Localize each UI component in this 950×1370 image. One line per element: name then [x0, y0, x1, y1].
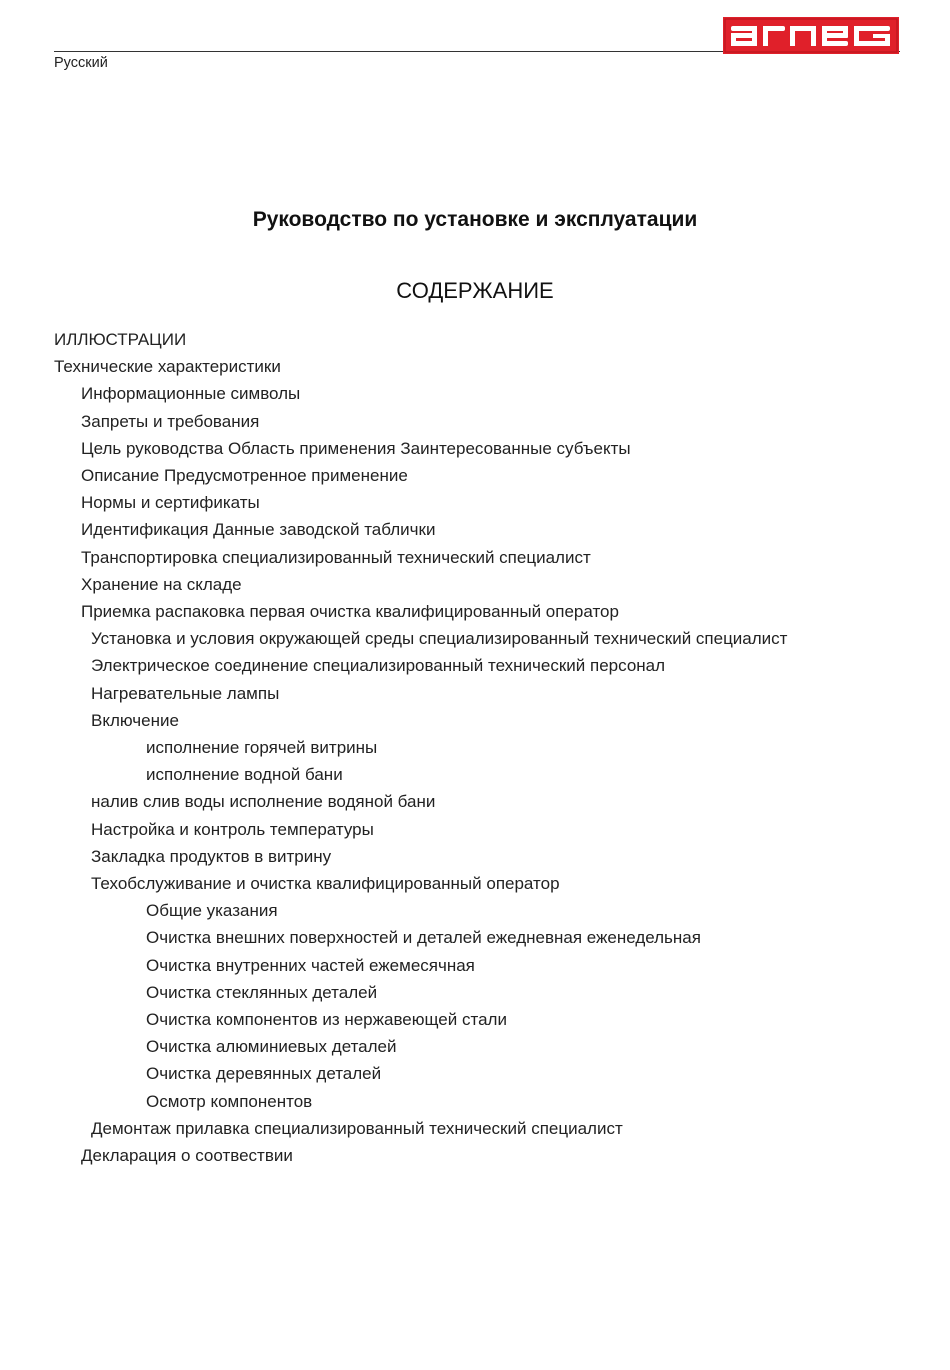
toc-item: Очистка внешних поверхностей и деталей ежедневная еженедельная — [146, 928, 701, 948]
toc-item: Очистка алюминиевых деталей — [146, 1037, 397, 1057]
toc-item: Нормы и сертификаты — [81, 493, 260, 513]
document-title: Руководство по установке и эксплуатации — [252, 208, 698, 231]
toc-item: исполнение горячей витрины — [146, 738, 378, 757]
language-label: Русский — [54, 55, 108, 71]
toc-item: Приемка распаковка первая очистка квалифицированный оператор — [81, 602, 619, 621]
toc-item: Общие указания — [146, 901, 278, 921]
toc-item: Включение — [91, 710, 179, 730]
toc-item: Нагревательные лампы — [91, 683, 280, 703]
toc-item: исполнение водной бани — [146, 765, 343, 785]
toc-item: Запреты и требования — [81, 411, 260, 431]
toc-item: Техобслуживание и очистка квалифицированный оператор — [91, 874, 560, 893]
arneg-logo — [723, 17, 899, 54]
toc-item: Очистка деревянных деталей — [146, 1064, 382, 1084]
toc-item: Хранение на складе — [81, 574, 242, 594]
toc-item: Установка и условия окружающей среды специализированный технический специалист — [91, 629, 788, 649]
toc-item: Информационные символы — [81, 384, 301, 404]
toc-item: Настройка и контроль температуры — [91, 819, 374, 839]
toc-item: Идентификация Данные заводской таблички — [81, 520, 436, 540]
toc-item: Демонтаж прилавка специализированный технический специалист — [91, 1118, 623, 1138]
toc-item: Очистка стеклянных деталей — [146, 982, 378, 1002]
toc-item: Цель руководства Область применения Заинтересованные субъекты — [81, 438, 631, 458]
toc-item: Декларация о соотвествии — [81, 1146, 293, 1165]
toc-item: Очистка компонентов из нержавеющей стали — [146, 1010, 507, 1029]
toc-heading: СОДЕРЖАНИЕ — [396, 278, 554, 303]
toc-item: налив слив воды исполнение водяной бани — [91, 792, 436, 812]
toc-item: ИЛЛЮСТРАЦИИ — [54, 330, 187, 349]
toc-item: Очистка внутренних частей ежемесячная — [146, 955, 475, 975]
toc-item: Технические характеристики — [54, 357, 281, 377]
toc-item: Закладка продуктов в витрину — [91, 846, 332, 866]
toc-item: Осмотр компонентов — [146, 1091, 313, 1111]
toc-item: Описание Предусмотренное применение — [81, 466, 408, 485]
toc-item: Транспортировка специализированный технический специалист — [81, 547, 591, 567]
toc-item: Электрическое соединение специализированный технический персонал — [91, 656, 666, 676]
